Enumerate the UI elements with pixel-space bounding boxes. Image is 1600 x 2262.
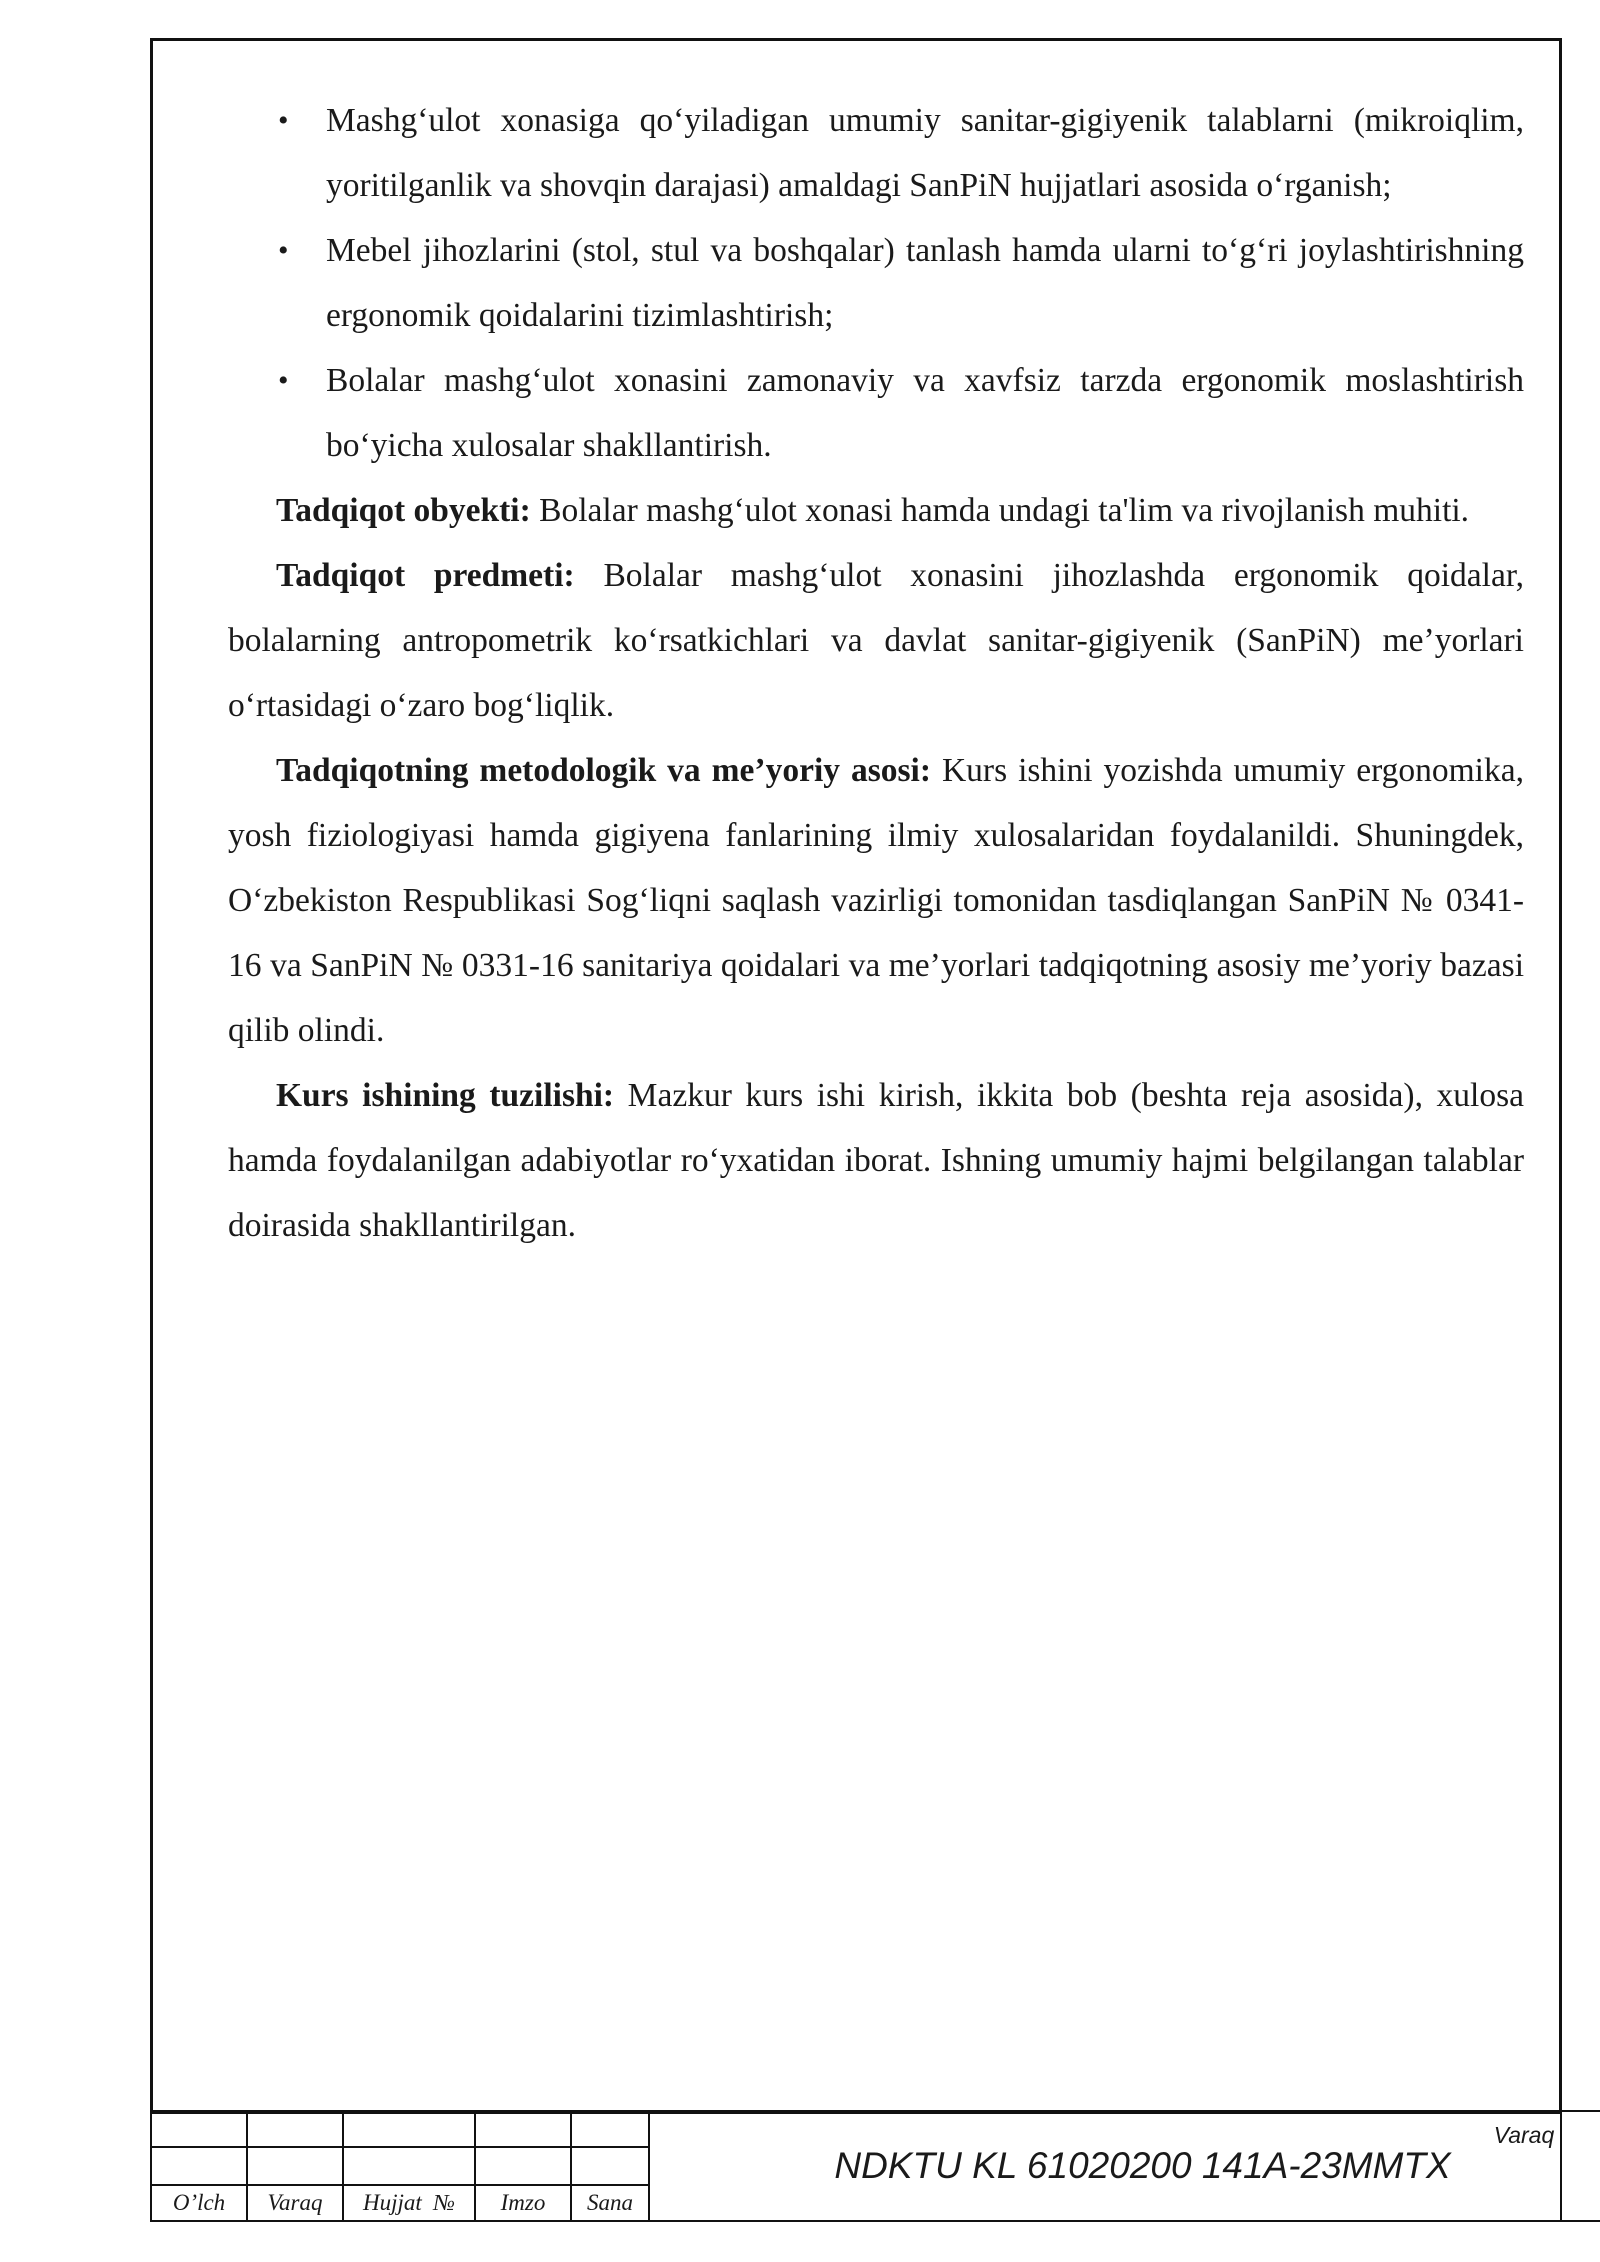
column-label-olch: O’lch [172,2190,226,2215]
list-item [228,218,1524,348]
paragraph-label: Tadqiqot obyekti: [276,492,531,529]
paragraph-methodology [228,738,1524,1063]
bullet-text: Mebel jihozlarini (stol, stul va boshqalar) tanlash hamda ularni to‘g‘ri joylashtirishning ergonomik qoidalarini tizimlashtirish; [326,232,1524,334]
stamp-cell [474,2110,572,2148]
bullet-list [228,88,1524,478]
stamp-cell [342,2110,476,2148]
paragraph-structure [228,1063,1524,1258]
title-block [150,2110,1562,2222]
bullet-text: Bolalar mashg‘ulot xonasini zamonaviy va xavfsiz tarzda ergonomik moslashtirish bo‘yicha xulosalar shakllantirish. [326,362,1524,464]
column-label-imzo: Imzo [500,2190,546,2215]
bullet-icon: • [278,364,289,397]
stamp-cell [474,2146,572,2186]
stamp-cell [570,2110,650,2148]
paragraph-text: Bolalar mashg‘ulot xonasini jihozlashda ergonomik qoidalar, bolalarning antropometrik ko‘rsatkichlari va davlat sanitar-gigiyenik (SanPiN) me’yorlari o‘rtasidagi o‘zaro bog‘liqlik. [228,557,1525,724]
paragraph-label: Kurs ishining tuzilishi: [276,1077,615,1114]
stamp-cell [342,2146,476,2186]
paragraph-text: Kurs ishini yozishda umumiy ergonomika, yosh fiziologiyasi hamda gigiyena fanlarining ilmiy xulosalaridan foydalanildi. Shuningdek, O‘zbekiston Respublikasi Sog‘liqni saqlash vazirligi tomonidan tasdiqlangan SanPiN № 0341-16 va SanPiN № 0331-16 sanitariya qoidalari va me’yorlari tadqiqotning asosiy me’yoriy bazasi qilib olindi. [228,752,1524,1049]
bullet-icon: • [278,104,289,137]
stamp-cell [150,2110,248,2148]
paragraph-text: Mazkur kurs ishi kirish, ikkita bob (beshta reja asosida), xulosa hamda foydalanilgan adabiyotlar ro‘yxatidan iborat. Ishning umumiy hajmi belgilangan talablar doirasida shakllantirilgan. [228,1077,1524,1244]
document-code: NDKTU KL 61020200 141A-23MMTX [834,2145,1451,2186]
stamp-cell [246,2146,344,2186]
paragraph-research-subject [228,543,1524,738]
stamp-cell [150,2146,248,2186]
paragraph-research-object [228,478,1524,543]
column-label-hujjat: Hujjat № [363,2190,455,2215]
list-item [228,88,1524,218]
list-item [228,348,1524,478]
paragraph-label: Tadqiqot predmeti: [276,557,575,594]
paragraph-label: Tadqiqotning metodologik va me’yoriy asosi: [276,752,932,789]
bullet-text: Mashg‘ulot xonasiga qo‘yiladigan umumiy sanitar-gigiyenik talablarni (mikroiqlim, yoritilganlik va shovqin darajasi) amaldagi SanPiN hujjatlari asosida o‘rganish; [326,102,1524,204]
sheet-label: Varaq [1493,2122,1555,2148]
stamp-cell [246,2110,344,2148]
document-body [228,88,1524,1258]
column-label-sana: Sana [587,2190,633,2215]
bullet-icon: • [278,234,289,267]
column-label-varaq: Varaq [267,2190,323,2215]
stamp-cell [570,2146,650,2186]
paragraph-text: Bolalar mashg‘ulot xonasi hamda undagi ta'lim va rivojlanish muhiti. [530,492,1470,529]
